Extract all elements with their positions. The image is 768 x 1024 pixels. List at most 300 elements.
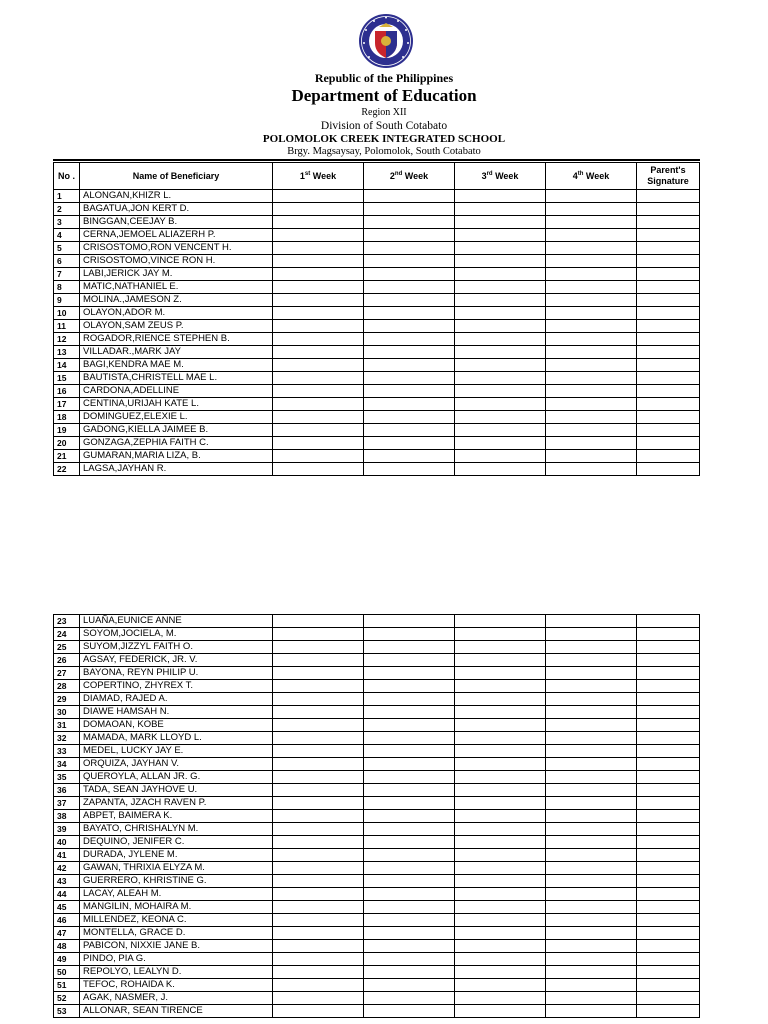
week2-cell[interactable]: [364, 628, 455, 641]
week1-cell[interactable]: [273, 875, 364, 888]
week2-cell[interactable]: [364, 294, 455, 307]
week1-cell[interactable]: [273, 784, 364, 797]
week2-cell[interactable]: [364, 992, 455, 1005]
week4-cell[interactable]: [546, 654, 637, 667]
week4-cell[interactable]: [546, 641, 637, 654]
row-number: 48: [54, 940, 80, 953]
week4-cell[interactable]: [546, 979, 637, 992]
week3-cell[interactable]: [455, 242, 546, 255]
week1-cell[interactable]: [273, 888, 364, 901]
week4-cell[interactable]: [546, 953, 637, 966]
signature-cell[interactable]: [637, 268, 700, 281]
table-row: [54, 888, 700, 901]
week2-cell[interactable]: [364, 953, 455, 966]
signature-cell[interactable]: [637, 992, 700, 1005]
signature-cell[interactable]: [637, 667, 700, 680]
week4-cell[interactable]: [546, 758, 637, 771]
week2-cell[interactable]: [364, 398, 455, 411]
week4-cell[interactable]: [546, 628, 637, 641]
week4-cell[interactable]: [546, 823, 637, 836]
week2-cell[interactable]: [364, 615, 455, 628]
week2-cell[interactable]: [364, 706, 455, 719]
signature-cell[interactable]: [637, 641, 700, 654]
signature-cell[interactable]: [637, 953, 700, 966]
week2-cell[interactable]: [364, 307, 455, 320]
beneficiary-name: SOYOM,JOCIELA, M.: [80, 628, 273, 641]
week4-cell[interactable]: [546, 732, 637, 745]
week3-cell[interactable]: [455, 320, 546, 333]
signature-cell[interactable]: [637, 411, 700, 424]
week3-cell[interactable]: [455, 719, 546, 732]
signature-cell[interactable]: [637, 437, 700, 450]
week4-cell[interactable]: [546, 190, 637, 203]
week1-cell[interactable]: [273, 450, 364, 463]
table-row: [54, 268, 700, 281]
week2-cell[interactable]: [364, 940, 455, 953]
signature-cell[interactable]: [637, 333, 700, 346]
week1-cell[interactable]: [273, 333, 364, 346]
week4-cell[interactable]: [546, 992, 637, 1005]
week3-cell[interactable]: [455, 359, 546, 372]
week3-cell[interactable]: [455, 268, 546, 281]
week4-cell[interactable]: [546, 203, 637, 216]
week3-cell[interactable]: [455, 732, 546, 745]
week1-cell[interactable]: [273, 372, 364, 385]
week2-cell[interactable]: [364, 823, 455, 836]
signature-cell[interactable]: [637, 307, 700, 320]
week1-cell[interactable]: [273, 320, 364, 333]
week1-cell[interactable]: [273, 1005, 364, 1018]
week1-cell[interactable]: [273, 667, 364, 680]
week4-cell[interactable]: [546, 372, 637, 385]
week3-cell[interactable]: [455, 693, 546, 706]
signature-cell[interactable]: [637, 719, 700, 732]
week4-cell[interactable]: [546, 784, 637, 797]
signature-cell[interactable]: [637, 628, 700, 641]
week2-cell[interactable]: [364, 385, 455, 398]
week2-cell[interactable]: [364, 641, 455, 654]
week1-cell[interactable]: [273, 862, 364, 875]
table-row: [54, 914, 700, 927]
week2-cell[interactable]: [364, 966, 455, 979]
week2-cell[interactable]: [364, 914, 455, 927]
week2-cell[interactable]: [364, 216, 455, 229]
week3-cell[interactable]: [455, 667, 546, 680]
week2-cell[interactable]: [364, 229, 455, 242]
week2-cell[interactable]: [364, 784, 455, 797]
signature-cell[interactable]: [637, 229, 700, 242]
week3-cell[interactable]: [455, 953, 546, 966]
signature-cell[interactable]: [637, 281, 700, 294]
week2-cell[interactable]: [364, 810, 455, 823]
header-school: POLOMOLOK CREEK INTEGRATED SCHOOL: [262, 133, 506, 145]
week4-cell[interactable]: [546, 346, 637, 359]
week1-cell[interactable]: [273, 281, 364, 294]
week4-cell[interactable]: [546, 966, 637, 979]
week4-cell[interactable]: [546, 229, 637, 242]
signature-cell[interactable]: [637, 680, 700, 693]
week3-cell[interactable]: [455, 758, 546, 771]
signature-cell[interactable]: [637, 216, 700, 229]
week3-cell[interactable]: [455, 914, 546, 927]
week4-cell[interactable]: [546, 862, 637, 875]
column-header-signature: Parent's Signature: [637, 163, 700, 190]
week4-cell[interactable]: [546, 719, 637, 732]
signature-cell[interactable]: [637, 849, 700, 862]
week1-cell[interactable]: [273, 979, 364, 992]
table-row: [54, 927, 700, 940]
signature-cell[interactable]: [637, 823, 700, 836]
signature-cell[interactable]: [637, 862, 700, 875]
signature-cell[interactable]: [637, 359, 700, 372]
week3-cell[interactable]: [455, 992, 546, 1005]
week3-cell[interactable]: [455, 745, 546, 758]
week3-cell[interactable]: [455, 849, 546, 862]
week3-cell[interactable]: [455, 836, 546, 849]
week2-cell[interactable]: [364, 849, 455, 862]
week1-cell[interactable]: [273, 346, 364, 359]
week4-cell[interactable]: [546, 615, 637, 628]
week1-cell[interactable]: [273, 706, 364, 719]
table-row: [54, 953, 700, 966]
week2-cell[interactable]: [364, 732, 455, 745]
week2-cell[interactable]: [364, 203, 455, 216]
week1-cell[interactable]: [273, 268, 364, 281]
week4-cell[interactable]: [546, 745, 637, 758]
week2-cell[interactable]: [364, 255, 455, 268]
week1-cell[interactable]: [273, 953, 364, 966]
week3-cell[interactable]: [455, 784, 546, 797]
week1-cell[interactable]: [273, 615, 364, 628]
week2-cell[interactable]: [364, 667, 455, 680]
week1-cell[interactable]: [273, 411, 364, 424]
week2-cell[interactable]: [364, 836, 455, 849]
week4-cell[interactable]: [546, 901, 637, 914]
week2-cell[interactable]: [364, 654, 455, 667]
signature-cell[interactable]: [637, 203, 700, 216]
signature-cell[interactable]: [637, 914, 700, 927]
week1-cell[interactable]: [273, 732, 364, 745]
week4-cell[interactable]: [546, 411, 637, 424]
week3-cell[interactable]: [455, 810, 546, 823]
week1-cell[interactable]: [273, 849, 364, 862]
signature-cell[interactable]: [637, 693, 700, 706]
table-row: [54, 437, 700, 450]
week1-cell[interactable]: [273, 810, 364, 823]
beneficiary-name: MOLINA.,JAMESON Z.: [80, 294, 273, 307]
week2-cell[interactable]: [364, 281, 455, 294]
week4-cell[interactable]: [546, 281, 637, 294]
signature-cell[interactable]: [637, 979, 700, 992]
week3-cell[interactable]: [455, 398, 546, 411]
week3-cell[interactable]: [455, 190, 546, 203]
week4-cell[interactable]: [546, 849, 637, 862]
week2-cell[interactable]: [364, 320, 455, 333]
week4-cell[interactable]: [546, 242, 637, 255]
signature-cell[interactable]: [637, 927, 700, 940]
week3-cell[interactable]: [455, 901, 546, 914]
week1-cell[interactable]: [273, 216, 364, 229]
week3-cell[interactable]: [455, 940, 546, 953]
signature-cell[interactable]: [637, 398, 700, 411]
signature-cell[interactable]: [637, 654, 700, 667]
week2-cell[interactable]: [364, 333, 455, 346]
week2-cell[interactable]: [364, 463, 455, 476]
table-row: [54, 667, 700, 680]
signature-cell[interactable]: [637, 784, 700, 797]
signature-cell[interactable]: [637, 810, 700, 823]
week1-cell[interactable]: [273, 771, 364, 784]
week3-cell[interactable]: [455, 307, 546, 320]
signature-cell[interactable]: [637, 1005, 700, 1018]
week2-cell[interactable]: [364, 242, 455, 255]
week3-cell[interactable]: [455, 823, 546, 836]
week2-cell[interactable]: [364, 268, 455, 281]
row-number: 11: [54, 320, 80, 333]
week1-cell[interactable]: [273, 294, 364, 307]
week3-cell[interactable]: [455, 229, 546, 242]
signature-cell[interactable]: [637, 450, 700, 463]
week4-cell[interactable]: [546, 463, 637, 476]
week4-cell[interactable]: [546, 385, 637, 398]
week4-cell[interactable]: [546, 268, 637, 281]
beneficiary-name: MANGILIN, MOHAIRA M.: [80, 901, 273, 914]
week2-cell[interactable]: [364, 758, 455, 771]
week3-cell[interactable]: [455, 294, 546, 307]
signature-cell[interactable]: [637, 385, 700, 398]
week3-cell[interactable]: [455, 927, 546, 940]
week2-cell[interactable]: [364, 450, 455, 463]
table-row: [54, 641, 700, 654]
header-department: Department of Education: [291, 86, 477, 105]
week1-cell[interactable]: [273, 255, 364, 268]
week3-cell[interactable]: [455, 680, 546, 693]
week2-cell[interactable]: [364, 862, 455, 875]
week4-cell[interactable]: [546, 320, 637, 333]
week3-cell[interactable]: [455, 281, 546, 294]
week1-cell[interactable]: [273, 654, 364, 667]
week4-cell[interactable]: [546, 216, 637, 229]
week3-cell[interactable]: [455, 333, 546, 346]
week4-cell[interactable]: [546, 927, 637, 940]
signature-cell[interactable]: [637, 320, 700, 333]
week1-cell[interactable]: [273, 797, 364, 810]
beneficiary-name: DEQUINO, JENIFER C.: [80, 836, 273, 849]
signature-cell[interactable]: [637, 888, 700, 901]
row-number: 40: [54, 836, 80, 849]
row-number: 4: [54, 229, 80, 242]
week1-cell[interactable]: [273, 398, 364, 411]
week3-cell[interactable]: [455, 1005, 546, 1018]
week3-cell[interactable]: [455, 203, 546, 216]
week4-cell[interactable]: [546, 667, 637, 680]
week1-cell[interactable]: [273, 745, 364, 758]
week2-cell[interactable]: [364, 411, 455, 424]
week3-cell[interactable]: [455, 463, 546, 476]
table-row: [54, 797, 700, 810]
week2-cell[interactable]: [364, 888, 455, 901]
week4-cell[interactable]: [546, 875, 637, 888]
week1-cell[interactable]: [273, 836, 364, 849]
week1-cell[interactable]: [273, 940, 364, 953]
week3-cell[interactable]: [455, 641, 546, 654]
signature-cell[interactable]: [637, 940, 700, 953]
signature-cell[interactable]: [637, 424, 700, 437]
signature-cell[interactable]: [637, 875, 700, 888]
week2-cell[interactable]: [364, 372, 455, 385]
week4-cell[interactable]: [546, 706, 637, 719]
week1-cell[interactable]: [273, 914, 364, 927]
signature-cell[interactable]: [637, 463, 700, 476]
week3-cell[interactable]: [455, 654, 546, 667]
week3-cell[interactable]: [455, 862, 546, 875]
week2-cell[interactable]: [364, 190, 455, 203]
signature-cell[interactable]: [637, 706, 700, 719]
row-number: 43: [54, 875, 80, 888]
week4-cell[interactable]: [546, 307, 637, 320]
signature-cell[interactable]: [637, 836, 700, 849]
signature-cell[interactable]: [637, 758, 700, 771]
week1-cell[interactable]: [273, 242, 364, 255]
table-row: [54, 901, 700, 914]
week4-cell[interactable]: [546, 693, 637, 706]
week2-cell[interactable]: [364, 1005, 455, 1018]
week2-cell[interactable]: [364, 979, 455, 992]
week4-cell[interactable]: [546, 398, 637, 411]
week3-cell[interactable]: [455, 979, 546, 992]
week2-cell[interactable]: [364, 437, 455, 450]
signature-cell[interactable]: [637, 732, 700, 745]
week3-cell[interactable]: [455, 797, 546, 810]
week2-cell[interactable]: [364, 927, 455, 940]
week4-cell[interactable]: [546, 1005, 637, 1018]
week4-cell[interactable]: [546, 888, 637, 901]
week1-cell[interactable]: [273, 758, 364, 771]
week1-cell[interactable]: [273, 437, 364, 450]
week2-cell[interactable]: [364, 719, 455, 732]
week3-cell[interactable]: [455, 385, 546, 398]
week4-cell[interactable]: [546, 810, 637, 823]
row-number: 35: [54, 771, 80, 784]
week1-cell[interactable]: [273, 719, 364, 732]
week2-cell[interactable]: [364, 901, 455, 914]
header-division: Division of South Cotabato: [320, 120, 448, 132]
week4-cell[interactable]: [546, 450, 637, 463]
row-number: 39: [54, 823, 80, 836]
row-number: 6: [54, 255, 80, 268]
week1-cell[interactable]: [273, 966, 364, 979]
week1-cell[interactable]: [273, 463, 364, 476]
week1-cell[interactable]: [273, 424, 364, 437]
week3-cell[interactable]: [455, 966, 546, 979]
week2-cell[interactable]: [364, 875, 455, 888]
week4-cell[interactable]: [546, 333, 637, 346]
week3-cell[interactable]: [455, 615, 546, 628]
week4-cell[interactable]: [546, 771, 637, 784]
week3-cell[interactable]: [455, 346, 546, 359]
week4-cell[interactable]: [546, 255, 637, 268]
row-number: 27: [54, 667, 80, 680]
week1-cell[interactable]: [273, 385, 364, 398]
week1-cell[interactable]: [273, 307, 364, 320]
week2-cell[interactable]: [364, 424, 455, 437]
week3-cell[interactable]: [455, 424, 546, 437]
week1-cell[interactable]: [273, 359, 364, 372]
beneficiary-name: TEFOC, ROHAIDA K.: [80, 979, 273, 992]
table-row: [54, 628, 700, 641]
week2-cell[interactable]: [364, 693, 455, 706]
week4-cell[interactable]: [546, 914, 637, 927]
week4-cell[interactable]: [546, 836, 637, 849]
week3-cell[interactable]: [455, 450, 546, 463]
week3-cell[interactable]: [455, 437, 546, 450]
beneficiary-name: GADONG,KIELLA JAIMEE B.: [80, 424, 273, 437]
signature-cell[interactable]: [637, 190, 700, 203]
week4-cell[interactable]: [546, 437, 637, 450]
week4-cell[interactable]: [546, 797, 637, 810]
week3-cell[interactable]: [455, 875, 546, 888]
signature-cell[interactable]: [637, 242, 700, 255]
week2-cell[interactable]: [364, 745, 455, 758]
signature-cell[interactable]: [637, 372, 700, 385]
row-number: 46: [54, 914, 80, 927]
week1-cell[interactable]: [273, 693, 364, 706]
week2-cell[interactable]: [364, 346, 455, 359]
week2-cell[interactable]: [364, 359, 455, 372]
row-number: 47: [54, 927, 80, 940]
signature-cell[interactable]: [637, 771, 700, 784]
week1-cell[interactable]: [273, 628, 364, 641]
week3-cell[interactable]: [455, 411, 546, 424]
signature-cell[interactable]: [637, 255, 700, 268]
week2-cell[interactable]: [364, 771, 455, 784]
week3-cell[interactable]: [455, 888, 546, 901]
signature-cell[interactable]: [637, 797, 700, 810]
signature-cell[interactable]: [637, 346, 700, 359]
week1-cell[interactable]: [273, 927, 364, 940]
week1-cell[interactable]: [273, 229, 364, 242]
week1-cell[interactable]: [273, 823, 364, 836]
row-number: 34: [54, 758, 80, 771]
week3-cell[interactable]: [455, 216, 546, 229]
beneficiary-table-page1: [53, 162, 700, 476]
week3-cell[interactable]: [455, 771, 546, 784]
signature-cell[interactable]: [637, 966, 700, 979]
week4-cell[interactable]: [546, 359, 637, 372]
week3-cell[interactable]: [455, 255, 546, 268]
week3-cell[interactable]: [455, 706, 546, 719]
week3-cell[interactable]: [455, 628, 546, 641]
week4-cell[interactable]: [546, 294, 637, 307]
signature-cell[interactable]: [637, 745, 700, 758]
week4-cell[interactable]: [546, 424, 637, 437]
week1-cell[interactable]: [273, 901, 364, 914]
week1-cell[interactable]: [273, 992, 364, 1005]
week1-cell[interactable]: [273, 680, 364, 693]
week2-cell[interactable]: [364, 797, 455, 810]
week1-cell[interactable]: [273, 190, 364, 203]
week1-cell[interactable]: [273, 203, 364, 216]
deped-seal-icon: [351, 13, 421, 69]
week3-cell[interactable]: [455, 372, 546, 385]
signature-cell[interactable]: [637, 615, 700, 628]
signature-cell[interactable]: [637, 294, 700, 307]
signature-cell[interactable]: [637, 901, 700, 914]
week2-cell[interactable]: [364, 680, 455, 693]
week1-cell[interactable]: [273, 641, 364, 654]
week4-cell[interactable]: [546, 940, 637, 953]
week4-cell[interactable]: [546, 680, 637, 693]
